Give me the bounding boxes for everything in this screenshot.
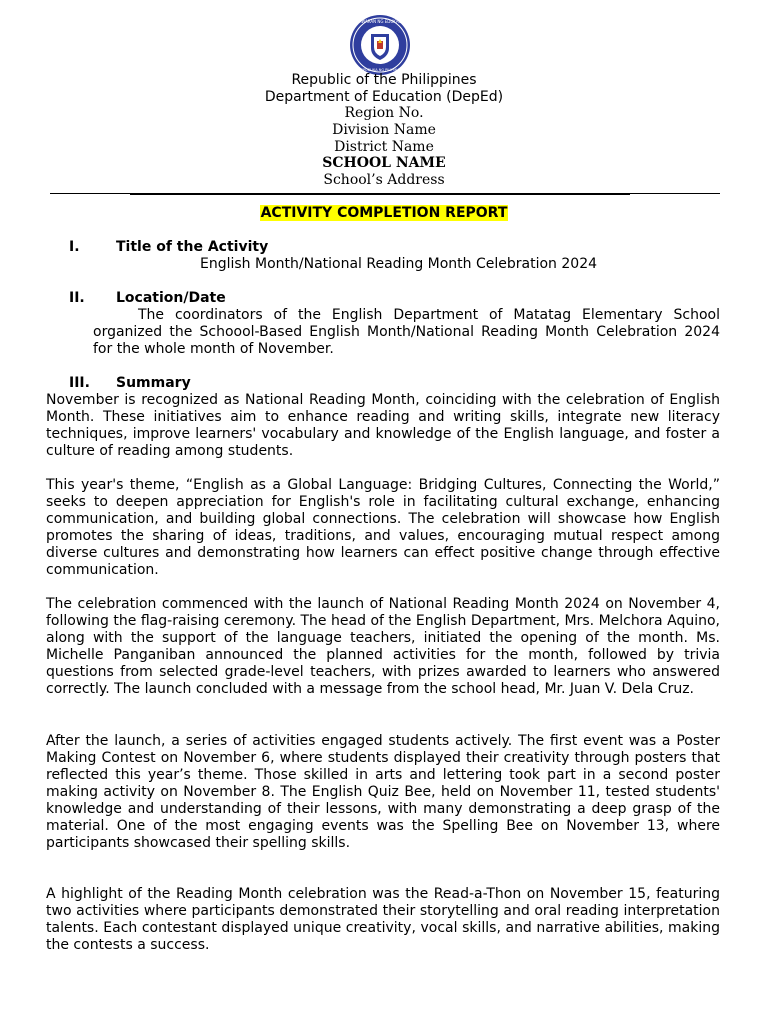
header-region: Region No. bbox=[344, 105, 424, 121]
header-district: District Name bbox=[334, 139, 434, 155]
header-country: Republic of the Philippines bbox=[291, 72, 477, 88]
header-department: Department of Education (DepEd) bbox=[264, 89, 504, 105]
svg-text:REPUBLIKA NG PILIPINAS: REPUBLIKA NG PILIPINAS bbox=[358, 68, 402, 72]
deped-seal-logo bbox=[349, 14, 411, 76]
summary-paragraph-5: A highlight of the Reading Month celebration was the Read-a-Thon on November 15, featuring two activities where participants demonstrated their storytelling and oral reading interpretation talents. Each contestant displayed unique creativity, vocal skills, and narrative abilities, making the contests a success. bbox=[46, 886, 720, 953]
summary-paragraph-3: The celebration commenced with the launch of National Reading Month 2024 on November 4, following the flag-raising ceremony. The head of the English Department, Mrs. Melchora Aquino, along with the support of the language teachers, initiated the opening of the month. Ms. Michelle Panganiban announced the planned activities for the month, followed by trivia questions from selected grade-level teachers, with prizes awarded to learners who answered correctly. The launch concluded with a message from the school head, Mr. Juan V. Dela Cruz. bbox=[46, 596, 720, 697]
report-title: ACTIVITY COMPLETION REPORT bbox=[260, 205, 508, 221]
header-school-name: SCHOOL NAME bbox=[322, 155, 446, 171]
svg-text:KAGAWARAN NG EDUKASYON: KAGAWARAN NG EDUKASYON bbox=[350, 19, 410, 24]
summary-paragraph-1: November is recognized as National Reading Month, coinciding with the celebration of English Month. These initiatives aim to enhance reading and writing skills, integrate new literacy techniques, improve learners' vocabulary and knowledge of the English language, and foster a culture of reading among students. bbox=[46, 392, 720, 459]
section-heading: Summary bbox=[116, 375, 191, 391]
summary-paragraph-4: After the launch, a series of activities engaged students actively. The first event was a Poster Making Contest on November 6, where students displayed their creativity through posters that reflected this year’s theme. Those skilled in arts and lettering took part in a second poster making activity on November 8. The English Quiz Bee, held on November 11, tested students' knowledge and understanding of their lessons, with many demonstrating a deep grasp of the material. One of the most engaging events was the Spelling Bee on November 13, where participants showcased their spelling skills. bbox=[46, 733, 720, 851]
header-division: Division Name bbox=[332, 122, 436, 138]
section-heading: Title of the Activity bbox=[116, 239, 269, 255]
report-title-row bbox=[0, 204, 768, 222]
section-number: II. bbox=[69, 290, 85, 306]
header-school-address: School’s Address bbox=[323, 172, 445, 188]
header-divider-accent bbox=[130, 193, 630, 195]
section-number: I. bbox=[69, 239, 80, 255]
activity-title-value: English Month/National Reading Month Celebration 2024 bbox=[200, 256, 598, 272]
location-date-text: The coordinators of the English Department of Matatag Elementary School organized the Schoool-Based English Month/National Reading Month Celebration 2024 for the whole month of November. bbox=[93, 307, 720, 357]
summary-paragraph-2: This year's theme, “English as a Global Language: Bridging Cultures, Connecting the World,” seeks to deepen appreciation for English's role in facilitating cultural exchange, enhancing communication, and building global connections. The celebration will showcase how English promotes the sharing of ideas, traditions, and values, encouraging mutual respect among diverse cultures and demonstrating how learners can effect positive change through effective communication. bbox=[46, 477, 720, 578]
section-heading: Location/Date bbox=[116, 290, 226, 306]
section-number: III. bbox=[69, 375, 90, 391]
